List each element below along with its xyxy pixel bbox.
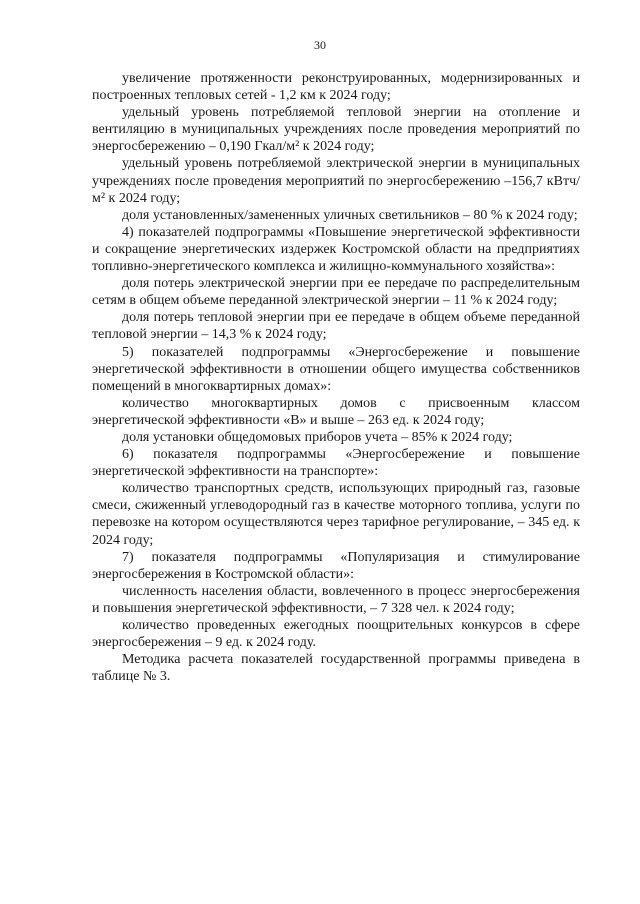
paragraph-population-involved: численность населения области, вовлеченного в процесс энергосбережения и повышения энергетической эффективности, – 7 328 чел. к 2024 году;	[92, 583, 580, 616]
paragraph-subprogram-6: 6) показателя подпрограммы «Энергосбережение и повышение энергетической эффективности на транспорте»:	[92, 447, 580, 480]
paragraph-subprogram-7: 7) показателя подпрограммы «Популяризация и стимулирование энергосбережения в Костромской области»:	[92, 549, 580, 582]
paragraph-methodology: Методика расчета показателей государственной программы приведена в таблице № 3.	[92, 652, 580, 685]
paragraph-gas-vehicles: количество транспортных средств, использующих природный газ, газовые смеси, сжиженный углеводородный газ в качестве моторного топлива, услуги по перевозке на котором осуществляются через тарифное регулирование, – 345 ед. к 2024 году;	[92, 481, 580, 548]
paragraph-heat-consumption-municipal: удельный уровень потребляемой тепловой энергии на отопление и вентиляцию в муниципальных учреждениях после проведения мероприятий по энергосбережению – 0,190 Гкал/м² к 2024 году;	[92, 105, 580, 155]
paragraph-subprogram-4: 4) показателей подпрограммы «Повышение энергетической эффективности и сокращение энергетических издержек Костромской области на предприятиях топливно-энергетического комплекса и жилищно-коммунального хозяйства»:	[92, 224, 580, 275]
paragraph-meters-share: доля установки общедомовых приборов учета – 85% к 2024 году;	[122, 429, 513, 445]
paragraph-electric-losses: доля потерь электрической энергии при ее передаче по распределительным сетям в общем объеме переданной электрической энергии – 11 % к 2024 году;	[92, 276, 580, 309]
page-number: 30	[314, 38, 326, 52]
paragraph-heat-losses: доля потерь тепловой энергии при ее передаче в общем объеме переданной тепловой энергии – 14,3 % к 2024 году;	[92, 310, 580, 343]
paragraph-heat-networks-length: увеличение протяженности реконструированных, модернизированных и построенных тепловых сетей - 1,2 км к 2024 году;	[92, 71, 580, 104]
document-body	[92, 70, 580, 685]
paragraph-subprogram-5: 5) показателей подпрограммы «Энергосбережение и повышение энергетической эффективности в отношении общего имущества собственников помещений в многоквартирных домах»:	[92, 344, 580, 394]
paragraph-apartment-buildings-class: количество многоквартирных домов с присвоенным классом энергетической эффективности «В» и выше – 263 ед. к 2024 году;	[92, 395, 580, 428]
paragraph-street-lights-share: доля установленных/замененных уличных светильников – 80 % к 2024 году;	[122, 207, 578, 223]
paragraph-contests-count: количество проведенных ежегодных поощрительных конкурсов в сфере энергосбережения – 9 ед. к 2024 году.	[92, 618, 580, 651]
paragraph-electric-consumption-municipal: удельный уровень потребляемой электрической энергии в муниципальных учреждениях после проведения мероприятий по энергосбережению –156,7 кВтч/м² к 2024 году;	[92, 156, 580, 206]
